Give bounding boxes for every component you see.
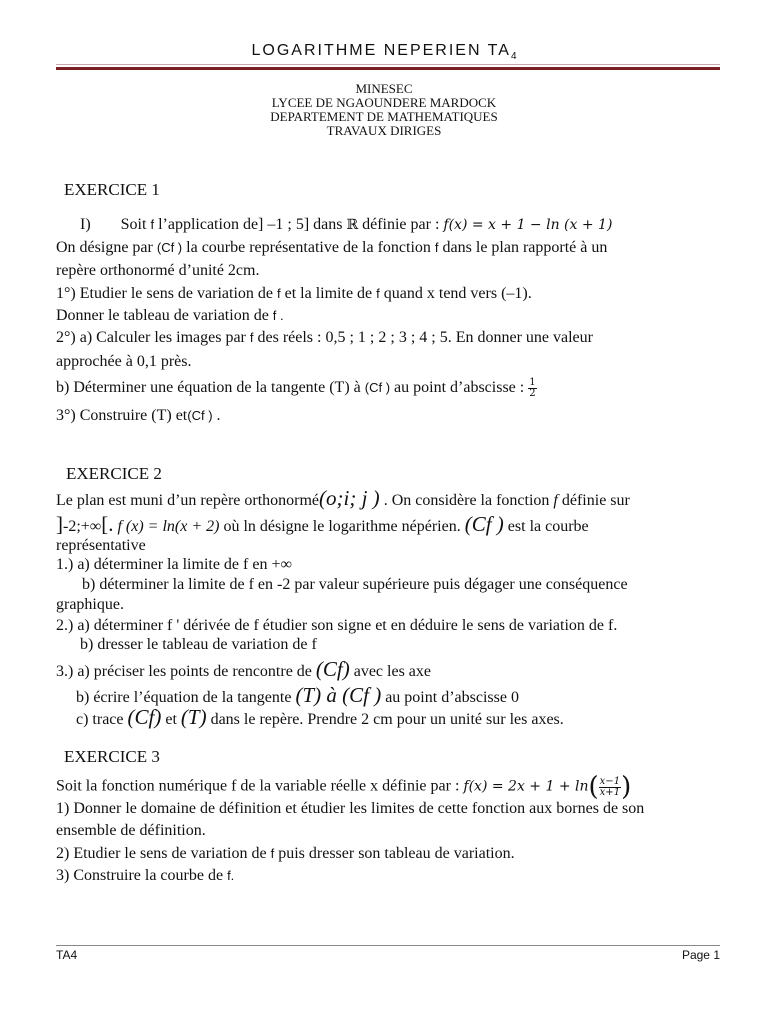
ex3-question-1: 1) Donner le domaine de définition et étudier les limites de cette fonction aux bornes de son [56, 800, 645, 817]
ex1-line-1: I) Soit f l’application de] –1 ; 5] dans ℝ définie par : f(x) = x + 1 − ln (x + 1) [80, 216, 613, 233]
document-type: TRAVAUX DIRIGES [326, 123, 442, 138]
ex2-line-1: Le plan est muni d’un repère orthonormé(o;i; j ) . On considère la fonction f définie sur [56, 486, 630, 510]
ex2-question-2b: b) dresser le tableau de variation de f [80, 636, 317, 653]
institution-ministry: MINESEC [355, 81, 413, 96]
ex3-question-2: 2) Etudier le sens de variation de f puis dresser son tableau de variation. [56, 845, 515, 862]
institution-school: LYCEE DE NGAOUNDERE MARDOCK [271, 95, 497, 110]
ex2-question-1b-cont: graphique. [56, 596, 124, 613]
exercise-1-heading: EXERCICE 1 [64, 180, 160, 199]
ex1-line-2: On désigne par (Cf ) la courbe représentative de la fonction f dans le plan rapporté à un [56, 239, 608, 256]
ex1-question-1-table: Donner le tableau de variation de f . [56, 307, 284, 324]
ex2-question-3a: 3.) a) préciser les points de rencontre de (Cf) avec les axe [56, 657, 431, 681]
header-rule-thick [56, 67, 720, 70]
ex2-question-3b: b) écrire l’équation de la tangente (T) à (Cf ) au point d’abscisse 0 [76, 683, 519, 707]
ex1-question-3: 3°) Construire (T) et(Cf ) . [56, 407, 221, 424]
ex2-question-1b: b) déterminer la limite de f en -2 par valeur supérieure puis dégager une conséquence [82, 576, 628, 593]
ex1-question-2b: b) Déterminer une équation de la tangente (T) à (Cf ) au point d’abscisse : $\frac{1}{2}$ [56, 377, 536, 399]
ex1-question-1: 1°) Etudier le sens de variation de f et la limite de f quand x tend vers (–1). [56, 285, 532, 302]
ex2-question-3c: c) trace (Cf) et (T) dans le repère. Prendre 2 cm pour un unité sur les axes. [76, 705, 564, 729]
institution-department: DEPARTEMENT DE MATHEMATIQUES [270, 109, 498, 124]
ex3-question-3: 3) Construire la courbe de f. [56, 867, 235, 884]
fraction-x-minus-1-over-x-plus-1: $\frac{x-1}{x+1}$ [599, 775, 621, 798]
ex3-question-1-cont: ensemble de définition. [56, 822, 206, 839]
ex1-question-2a-cont: approchée à 0,1 près. [56, 353, 192, 370]
ex2-line-2: ]-2;+∞[. f (x) = ln(x + 2) où ln désigne le logarithme népérien. (Cf ) est la courbe [56, 512, 589, 536]
ex1-question-2a: 2°) a) Calculer les images par f des réels : 0,5 ; 1 ; 2 ; 3 ; 4 ; 5. En donner une valeur [56, 329, 593, 346]
fraction-one-half: $\frac{1}{2}$ [529, 377, 536, 399]
ex1-line-3: repère orthonormé d’unité 2cm. [56, 262, 260, 279]
footer-doc-code: TA4 [56, 948, 78, 962]
header-rule-thin [56, 64, 720, 65]
footer-rule [56, 945, 720, 946]
exercise-2-heading: EXERCICE 2 [66, 464, 162, 483]
ex2-question-2a: 2.) a) déterminer f ' dérivée de f étudier son signe et en déduire le sens de variation de f. [56, 617, 618, 634]
page-title: LOGARITHME NEPERIEN $TA_4$ [251, 42, 517, 63]
footer-page-number: Page 1 [681, 948, 720, 962]
ex3-line-1: Soit la fonction numérique f de la variable réelle x définie par : f(x) = 2x + 1 + ln( $\frac{x-1}{x+1}$ ) [56, 772, 632, 802]
ex2-line-3: représentative [56, 537, 146, 554]
exercise-3-heading: EXERCICE 3 [64, 747, 160, 766]
ex2-question-1a: 1.) a) déterminer la limite de f en +∞ [56, 556, 292, 573]
